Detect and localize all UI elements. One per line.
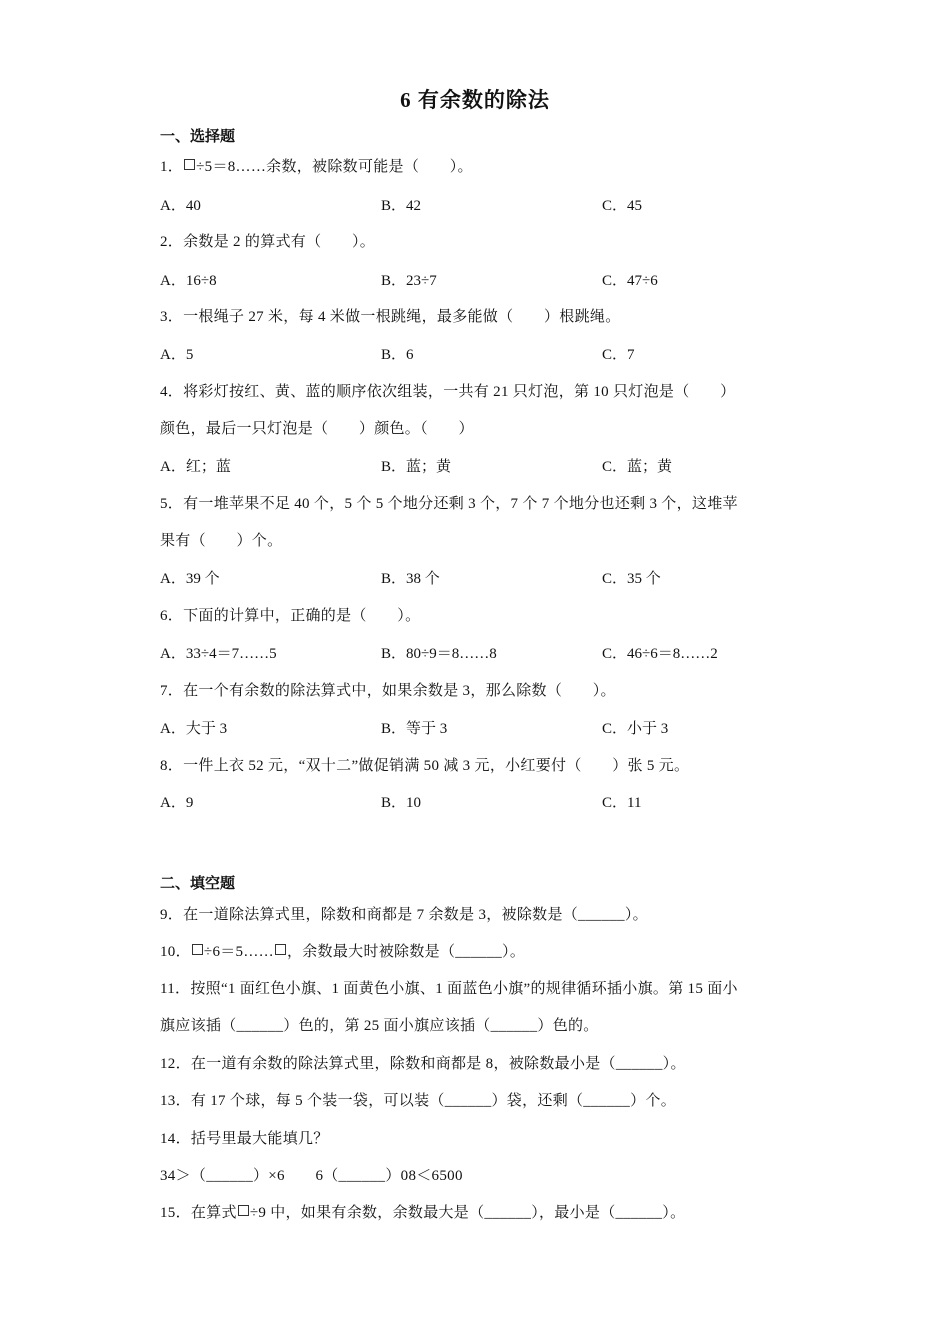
question-6-options bbox=[160, 642, 800, 664]
option-b: B．蓝；黄 bbox=[381, 459, 452, 475]
option-c: C．46÷6＝8……2 bbox=[602, 646, 718, 662]
option-b: B．10 bbox=[381, 795, 422, 811]
blank-box-icon bbox=[192, 944, 203, 955]
question-4-line-2: 颜色，最后一只灯泡是（ ）颜色。（ ） bbox=[160, 421, 474, 437]
question-4-line-1: 4．将彩灯按红、黄、蓝的顺序依次组装，一共有 21 只灯泡，第 10 只灯泡是（ ） bbox=[160, 384, 736, 400]
question-1-options bbox=[160, 194, 800, 216]
question-6: 6．下面的计算中，正确的是（ ）。 bbox=[160, 608, 421, 624]
option-a: A．9 bbox=[160, 795, 194, 811]
section-heading-choice: 一、选择题 bbox=[160, 129, 236, 145]
blank-box-icon bbox=[238, 1205, 249, 1216]
question-2: 2．余数是 2 的算式有（ ）。 bbox=[160, 234, 376, 250]
question-13: 13．有 17 个球，每 5 个装一袋，可以装（______）袋，还剩（______）个。 bbox=[160, 1093, 677, 1109]
question-8-options bbox=[160, 791, 800, 813]
question-7: 7．在一个有余数的除法算式中，如果余数是 3，那么除数（ ）。 bbox=[160, 683, 616, 699]
option-b: B．42 bbox=[381, 198, 422, 214]
question-11-line-2: 旗应该插（______）色的，第 25 面小旗应该插（______）色的。 bbox=[160, 1018, 599, 1034]
option-a: A．33÷4＝7……5 bbox=[160, 646, 277, 662]
question-5-line-2: 果有（ ）个。 bbox=[160, 533, 283, 549]
question-5-options bbox=[160, 567, 800, 589]
option-a: A．39 个 bbox=[160, 571, 220, 587]
option-a: A．16÷8 bbox=[160, 273, 217, 289]
page-title: 6 有余数的除法 bbox=[400, 88, 550, 112]
question-14-expression: 34＞（______）×6 6（______）08＜6500 bbox=[160, 1168, 463, 1184]
option-a: A．40 bbox=[160, 198, 201, 214]
question-12: 12．在一道有余数的除法算式里，除数和商都是 8，被除数最小是（______）。 bbox=[160, 1056, 686, 1072]
section-heading-fill: 二、填空题 bbox=[160, 876, 236, 892]
option-b: B．等于 3 bbox=[381, 721, 448, 737]
option-a: A．大于 3 bbox=[160, 721, 228, 737]
option-a: A．5 bbox=[160, 347, 194, 363]
question-3-options bbox=[160, 343, 800, 365]
question-10: 10． ÷6＝5…… ，余数最大时被除数是（______）。 bbox=[160, 944, 526, 960]
question-5-line-1: 5．有一堆苹果不足 40 个，5 个 5 个地分还剩 3 个，7 个 7 个地分也还剩 3 个，这堆苹 bbox=[160, 496, 738, 512]
option-c: C．45 bbox=[602, 198, 643, 214]
question-4-options bbox=[160, 455, 800, 477]
option-c: C．小于 3 bbox=[602, 721, 669, 737]
question-11-line-1: 11．按照“1 面红色小旗、1 面黄色小旗、1 面蓝色小旗”的规律循环插小旗。第 15 面小 bbox=[160, 981, 738, 997]
question-8: 8．一件上衣 52 元，“双十二”做促销满 50 减 3 元，小红要付（ ）张 5 元。 bbox=[160, 758, 690, 774]
question-9: 9．在一道除法算式里，除数和商都是 7 余数是 3，被除数是（______）。 bbox=[160, 907, 648, 923]
question-7-options bbox=[160, 717, 800, 739]
option-b: B．6 bbox=[381, 347, 414, 363]
option-c: C．7 bbox=[602, 347, 635, 363]
question-2-options bbox=[160, 269, 800, 291]
option-b: B．23÷7 bbox=[381, 273, 437, 289]
option-c: C．蓝；黄 bbox=[602, 459, 673, 475]
question-1: 1． ÷5＝8……余数，被除数可能是（ ）。 bbox=[160, 159, 473, 175]
option-c: C．47÷6 bbox=[602, 273, 658, 289]
option-b: B．38 个 bbox=[381, 571, 440, 587]
blank-box-icon bbox=[184, 159, 195, 170]
question-14: 14．括号里最大能填几？ bbox=[160, 1131, 329, 1147]
question-3: 3．一根绳子 27 米，每 4 米做一根跳绳，最多能做（ ）根跳绳。 bbox=[160, 309, 621, 325]
option-a: A．红；蓝 bbox=[160, 459, 231, 475]
blank-box-icon bbox=[275, 944, 286, 955]
option-c: C．11 bbox=[602, 795, 642, 811]
question-15: 15．在算式 ÷9 中，如果有余数，余数最大是（______），最小是（______）。 bbox=[160, 1205, 686, 1221]
option-c: C．35 个 bbox=[602, 571, 661, 587]
option-b: B．80÷9＝8……8 bbox=[381, 646, 497, 662]
